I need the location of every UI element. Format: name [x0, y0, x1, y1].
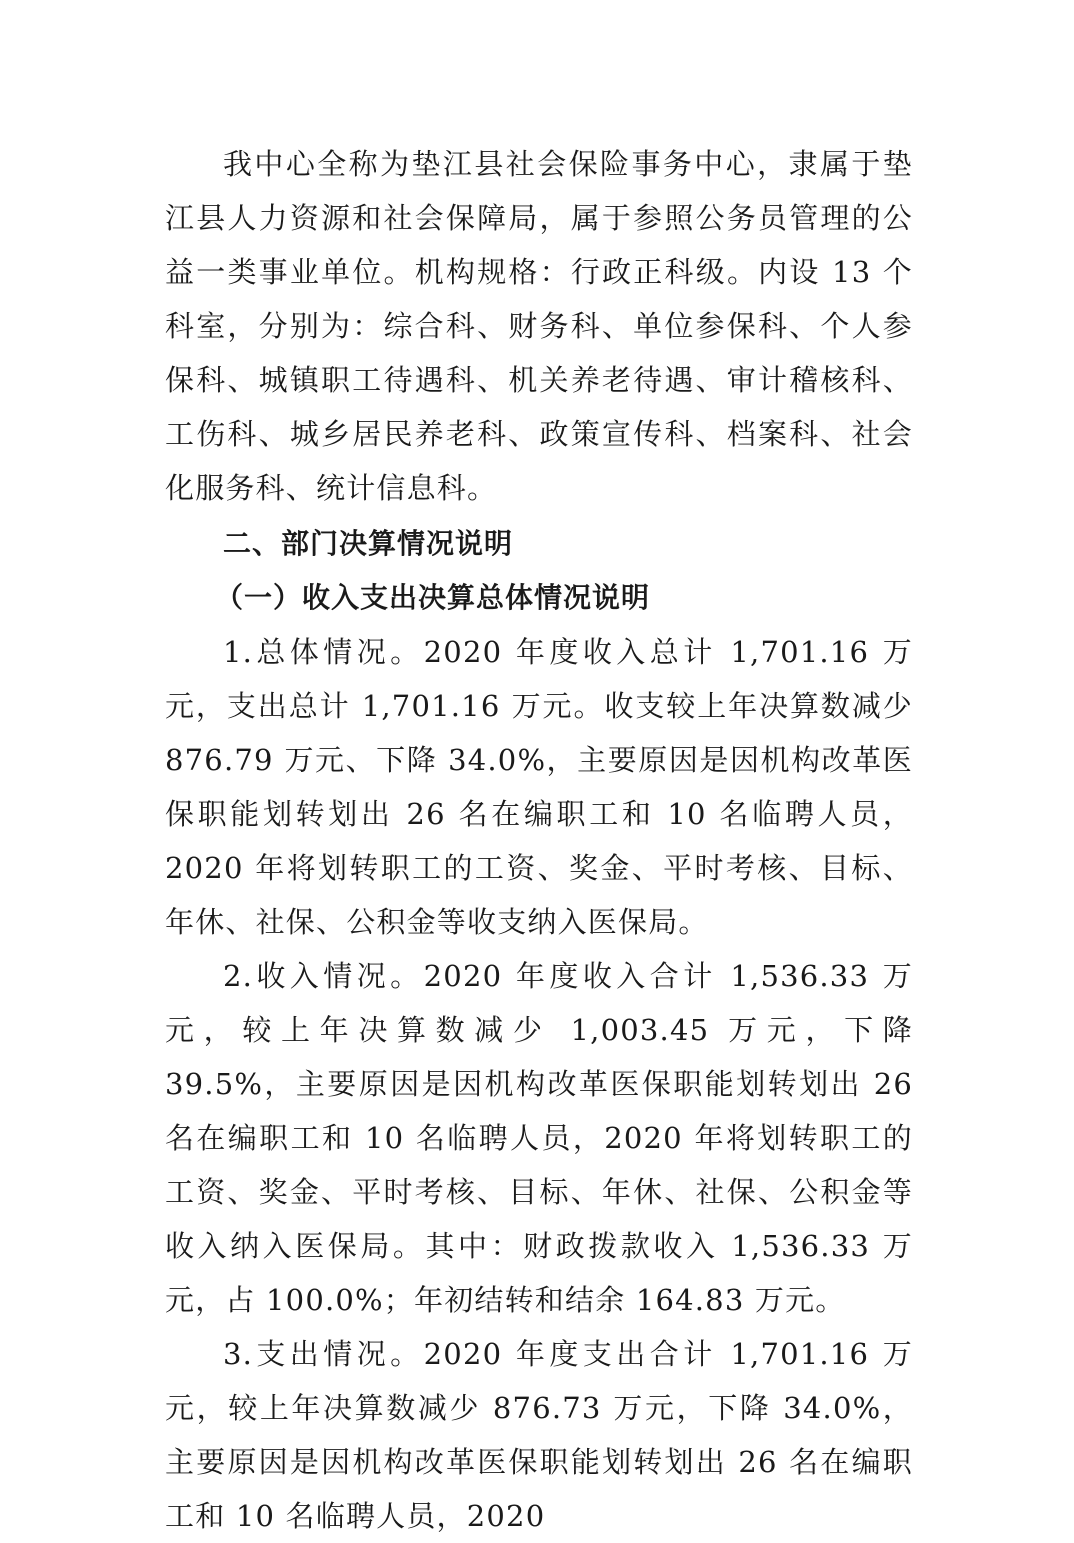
income-situation-paragraph: 2.收入情况。2020 年度收入合计 1,536.33 万元，较上年决算数减少 1,003.45 万元，下降 39.5%，主要原因是因机构改革医保职能划转划出 26 名在编职工和 10 名临聘人员，2020 年将划转职工的工资、奖金、平时考核、目标、年休、社保、公积金等收入纳入医保局。其中：财政拨款收入 1,536.33 万元，占 100.0%；年初结转和结余 164.83 万元。: [165, 959, 913, 1317]
subsection-heading-income-expense-overview: （一）收入支出决算总体情况说明: [215, 581, 651, 614]
document-body: [165, 137, 913, 1543]
expense-situation-paragraph: 3.支出情况。2020 年度支出合计 1,701.16 万元，较上年决算数减少 876.73 万元，下降 34.0%，主要原因是因机构改革医保职能划转划出 26 名在编职工和 10 名临聘人员，2020: [165, 1337, 913, 1533]
overall-situation-paragraph: 1.总体情况。2020 年度收入总计 1,701.16 万元，支出总计 1,701.16 万元。收支较上年决算数减少 876.79 万元、下降 34.0%，主要原因是因机构改革医保职能划转划出 26 名在编职工和 10 名临聘人员，2020 年将划转职工的工资、奖金、平时考核、目标、年休、社保、公积金等收支纳入医保局。: [165, 635, 913, 939]
intro-paragraph: 我中心全称为垫江县社会保险事务中心，隶属于垫江县人力资源和社会保障局，属于参照公务员管理的公益一类事业单位。机构规格：行政正科级。内设 13 个科室，分别为：综合科、财务科、单位参保科、个人参保科、城镇职工待遇科、机关养老待遇、审计稽核科、工伤科、城乡居民养老科、政策宣传科、档案科、社会化服务科、统计信息科。: [165, 147, 913, 505]
section-heading-department-accounts: 二、部门决算情况说明: [223, 527, 514, 560]
